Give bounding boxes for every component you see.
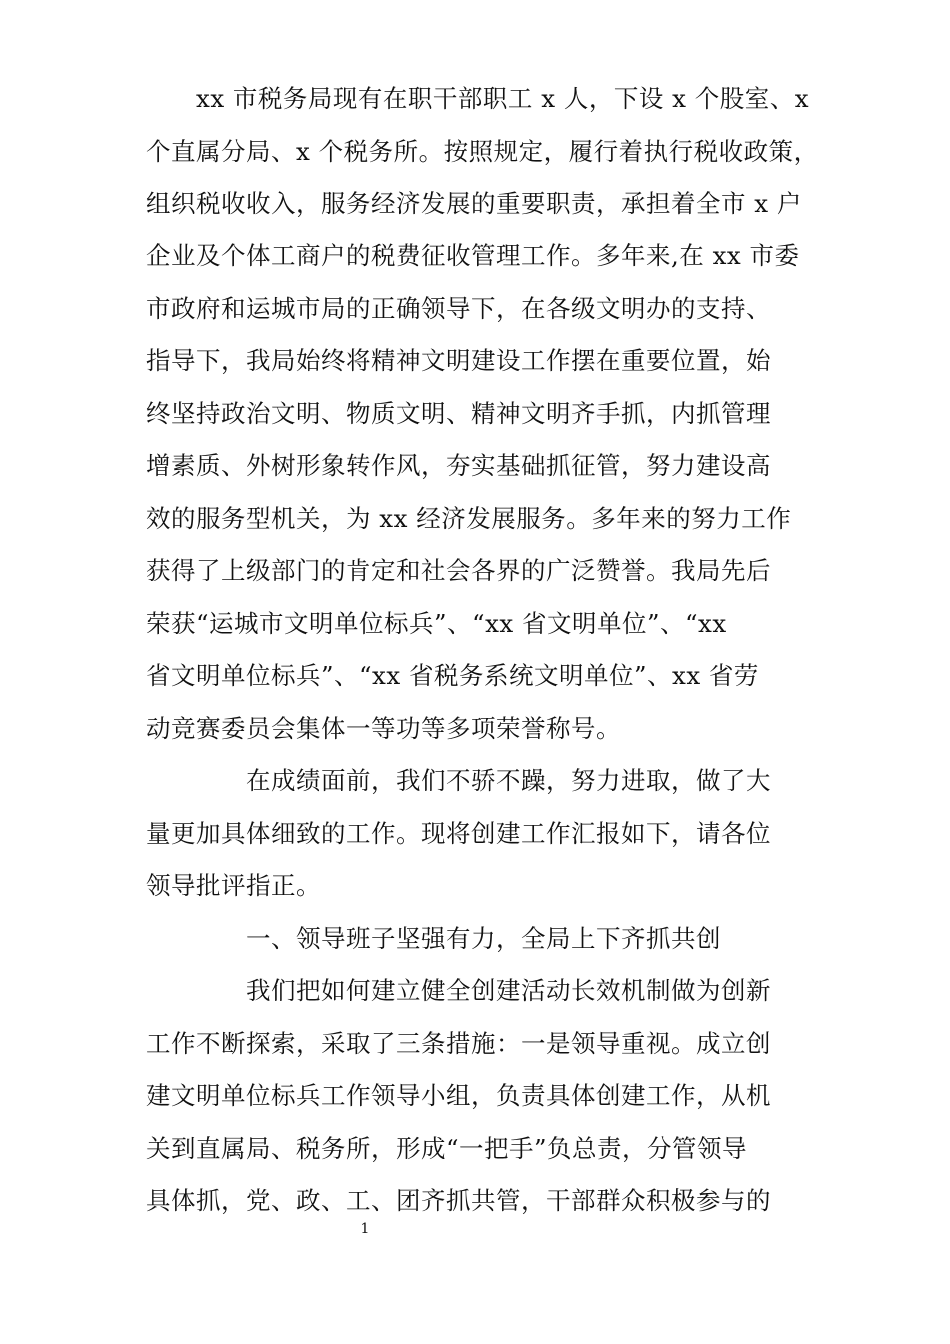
text-line: 建文明单位标兵工作领导小组，负责具体创建工作，从机 [146, 1081, 771, 1110]
text-line: 关到直属局、税务所，形成“一把手”负总责，分管领导 [146, 1134, 748, 1163]
text-line: 增素质、外树形象转作风，夯实基础抓征管，努力建设高 [146, 451, 771, 480]
text-line: 效的服务型机关，为 xx 经济发展服务。多年来的努力工作 [146, 504, 792, 533]
text-line: 在成绩面前，我们不骄不躁，努力进取，做了大 [246, 766, 771, 795]
section-heading: 一、领导班子坚强有力，全局上下齐抓共创 [246, 924, 721, 953]
text-line: 领导批评指正。 [146, 871, 321, 900]
text-line: 动竞赛委员会集体一等功等多项荣誉称号。 [146, 714, 621, 743]
text-line: 荣获“运城市文明单位标兵”、“xx 省文明单位”、“xx [146, 609, 727, 638]
text-line: 具体抓，党、政、工、团齐抓共管，干部群众积极参与的 [146, 1186, 771, 1215]
text-line: 工作不断探索，采取了三条措施：一是领导重视。成立创 [146, 1029, 771, 1058]
text-line: 指导下，我局始终将精神文明建设工作摆在重要位置，始 [146, 346, 771, 375]
text-line: 终坚持政治文明、物质文明、精神文明齐手抓，内抓管理 [146, 399, 771, 428]
text-line: 量更加具体细致的工作。现将创建工作汇报如下，请各位 [146, 819, 771, 848]
text-line: 获得了上级部门的肯定和社会各界的广泛赞誉。我局先后 [146, 556, 771, 585]
text-line: 省文明单位标兵”、“xx 省税务系统文明单位”、xx 省劳 [146, 661, 759, 690]
text-line: 个直属分局、x 个税务所。按照规定，履行着执行税收政策， [146, 137, 819, 166]
text-line: 我们把如何建立健全创建活动长效机制做为创新 [246, 976, 771, 1005]
page-number: 1 [360, 1221, 370, 1237]
text-line: 企业及个体工商户的税费征收管理工作。多年来,在 xx 市委 [146, 241, 800, 270]
text-line: 市政府和运城市局的正确领导下，在各级文明办的支持、 [146, 294, 771, 323]
text-line: 组织税收收入，服务经济发展的重要职责，承担着全市 x 户 [146, 189, 802, 218]
text-line: xx 市税务局现有在职干部职工 x 人，下设 x 个股室、x [196, 84, 810, 113]
